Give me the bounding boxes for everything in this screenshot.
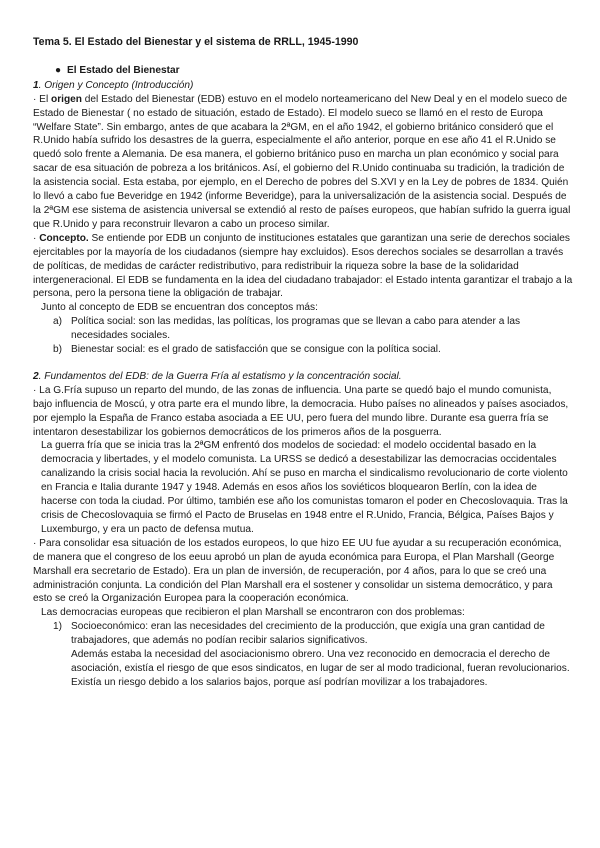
- list-text: Bienestar social: es el grado de satisfacción que se consigue con la política social.: [71, 344, 441, 356]
- paragraph-prefix: · El: [33, 93, 52, 105]
- subsection-text: . Fundamentos del EDB: de la Guerra Fría al estatismo y la concentración social.: [38, 370, 402, 382]
- paragraph-prefix: ·: [33, 232, 40, 244]
- subsection-number: 2: [33, 370, 39, 382]
- subsection-title-1: [33, 79, 573, 93]
- document-page: [33, 36, 573, 690]
- paragraph-body: del Estado del Bienestar (EDB) estuvo en el modelo norteamericano del New Deal y en el modelo sueco de Estado de Bienestar ( no estado de situación, estado de Estado). El modelo sueco se llamó en el resto de Europa “Welfare State”. Sin embargo, antes de que acabara la 2ªGM, en el año 1942, el gobierno británico consideró que el R.Unido había sufrido los desastres de la guerra, especialmente el año anterior, porque en ese año 41 el R.Unido se quedó solo frente a Alemania. De esa manera, el gobierno británico puso en marcha un plan económico y social para sacar de esa situación de pobreza a los británicos. Así, el gobierno del R.Unido continuaba su tradición, la tradición de la asistencia social. Esta estaba, por ejemplo, en el Derecho de pobres del S.XVI y en la Ley de pobres de 1834. Quién lo llevó a cabo fue Beveridge en 1942 (informe Beveridge), para la universalización de la asistencia social. Después de la 2ªGM ese sistema de asistencia universal se extendió al resto de países europeos, que habían sufrido la guerra igual que R.Unido y para reconstruir llevaron a cabo un proceso similar.: [33, 93, 571, 230]
- paragraph-junto: Junto al concepto de EDB se encuentran dos conceptos más:: [41, 302, 318, 314]
- list-item: [33, 315, 573, 343]
- paragraph-concepto: [33, 232, 573, 302]
- list-text-main: Socioeconómico: eran las necesidades del crecimiento de la producción, que exigía una gran cantidad de trabajadores, que además no podían recibir salarios significativos.: [71, 621, 545, 647]
- section-heading: [33, 64, 573, 78]
- subsection-title-2: [33, 370, 573, 384]
- paragraph-guerra-fria: · La G.Fría supuso un reparto del mundo, de las zonas de influencia. Una parte se quedó bajo el mundo comunista, bajo influencia de Moscú, y otra parte era el mundo libre, la democracia. Hubo países no alineados y países asociados, por ejemplo la España de Franco estaba asociada a EE UU, pero fuera del mundo libre. Durante esa guerra fría se intentaron desestabilizar los gobiernos democráticos de los primeros años de la posguerra.: [33, 384, 569, 438]
- paragraph-body: Se entiende por EDB un conjunto de instituciones estatales que garantizan una serie de derechos sociales ejercitables por la mayoría de los ciudadanos (siempre hay excluidos). Esos derechos sociales se desarrollan a través de políticas, de medidas de carácter redistributivo, para redistribuir la riqueza sobre la base de la solidaridad intergeneracional. El EDB se fundamenta en la idea del ciudadano trabajador: el Estado intenta garantizar el trabajo a la persona, pero la persona tiene la obligación de trabajar.: [33, 232, 573, 300]
- list-text: [71, 620, 573, 690]
- spacer: [33, 357, 573, 370]
- paragraph-plan-marshall: · Para consolidar esa situación de los estados europeos, lo que hizo EE UU fue ayudar a su recuperación económica, de manera que el congreso de los eeuu aprobó un plan de ayuda económica para Europa, el Plan Marshall (George Marshall era secretario de Estado). Era un plan de inversión, de recuperación, por 4 años, para lo que se creó una administración conjunta. La condición del Plan Marshall era el sostener y consolidar un sistema democrático, y para esto se creó la Organización Europea para la cooperación económica.: [33, 537, 562, 605]
- list-item: [33, 343, 573, 357]
- subsection-text: . Origen y Concepto (Introducción): [38, 79, 194, 91]
- paragraph-origen: [33, 93, 573, 232]
- bold-term: origen: [51, 93, 82, 105]
- list-item: [33, 620, 573, 690]
- subsection-number: 1: [33, 79, 39, 91]
- document-title: Tema 5. El Estado del Bienestar y el sistema de RRLL, 1945-1990: [33, 36, 359, 48]
- bold-term: Concepto.: [39, 232, 89, 244]
- list-marker: 1): [52, 621, 62, 633]
- section-heading-text: El Estado del Bienestar: [67, 64, 180, 76]
- list-marker: a): [52, 316, 62, 328]
- list-marker: b): [52, 344, 62, 356]
- paragraph-problemas: Las democracias europeas que recibieron el plan Marshall se encontraron con dos problemas:: [41, 607, 465, 619]
- paragraph-dos-modelos: La guerra fría que se inicia tras la 2ªGM enfrentó dos modelos de sociedad: el modelo occidental basado en la democracia y libertades, y el modelo comunista. La URSS se dedicó a desestabilizar las democracias occidentales canalizando la crisis social hacia la revolución. Ahí se puso en marcha el sindicalismo revolucionario de corte violento en Francia e Italia durante 1947 y 1948. Además en esos años los soviéticos bloquearon Berlín, con la idea de hacerse con toda la ciudad. Por último, también ese año los comunistas tomaron el poder en Checoslovaquia. Tras la crisis de Checoslovaquia se firmó el Pacto de Bruselas en 1948 entre el R.Unido, Francia, Bélgica, Países Bajos y Luxemburgo, y era un pacto de defensa mutua.: [41, 440, 568, 535]
- list-text-continued: Además estaba la necesidad del asociacionismo obrero. Una vez reconocido en democracia el derecho de asociación, existía el riesgo de que esos sindicatos, en lugar de ser al modo tradicional, fueran revolucionarios. Existía un riesgo debido a los salarios bajos, porque así podrían movilizar a los trabajadores.: [71, 649, 570, 688]
- list-text: Política social: son las medidas, las políticas, los programas que se llevan a cabo para atender a las necesidades sociales.: [71, 316, 521, 342]
- bullet-icon: ●: [55, 64, 62, 76]
